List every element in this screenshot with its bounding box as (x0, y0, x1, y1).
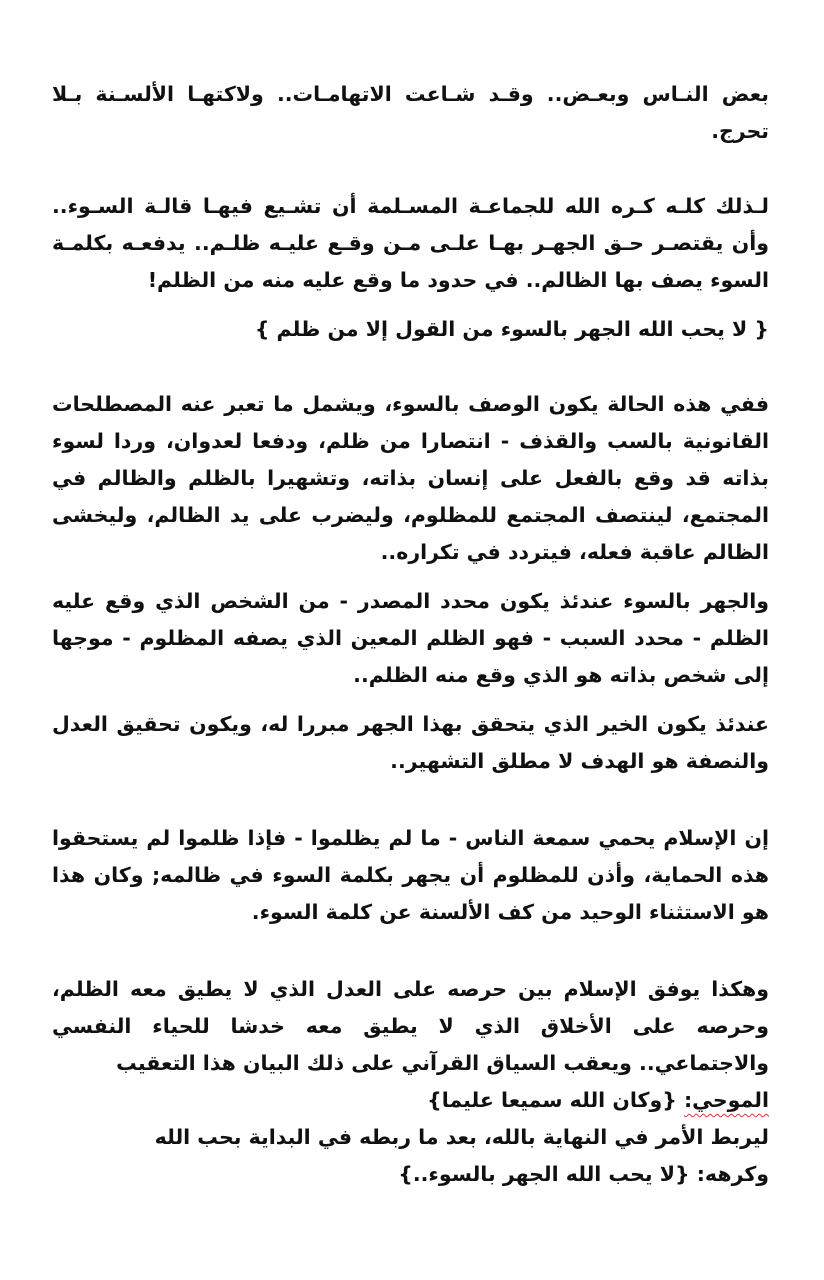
spellcheck-word: الموحي: (683, 1088, 769, 1112)
closing-block (52, 1082, 769, 1193)
closing-line-2: ليربط الأمر في النهاية بالله، بعد ما ربطه في البداية بحب الله (154, 1125, 769, 1149)
closing-line-3: وكرهه: {لا يحب الله الجهر بالسوء..} (398, 1162, 769, 1186)
paragraph-2: لـذلك كلـه كـره الله للجماعـة المسـلمة أن تشـيع فيهـا قالـة السـوء.. وأن يقتصـر حـق الجهـر بهـا علـى مـن وقـع عليـه ظلـم.. يدفعـه بكلمـة السوء يصف بها الظالم.. في حدود ما وقع عليه منه من الظلم! (52, 194, 769, 292)
paragraph-6: إن الإسلام يحمي سمعة الناس - ما لم يظلموا - فإذا ظلموا لم يستحقوا هذه الحماية، وأذن للمظلوم أن يجهر بكلمة السوء في ظالمه; وكان هذا هو الاستثناء الوحيد من كف الألسنة عن كلمة السوء. (52, 826, 769, 924)
paragraph-7: وهكذا يوفق الإسلام بين حرصه على العدل الذي لا يطيق معه الظلم، وحرصه على الأخلاق الذي لا يطيق معه خدشا للحياء النفسي والاجتماعي.. ويعقب السياق القرآني على ذلك البيان هذا التعقيب (52, 977, 769, 1075)
paragraph-3: ففي هذه الحالة يكون الوصف بالسوء، ويشمل ما تعبر عنه المصطلحات القانونية بالسب والقذف - انتصارا من ظلم، ودفعا لعدوان، وردا لسوء بذاته قد وقع بالفعل على إنسان بذاته، وتشهيرا بالظلم والظالم في المجتمع، لينتصف المجتمع للمظلوم، وليضرب على يد الظالم، وليخشى الظالم عاقبة فعله، فيتردد في تكراره.. (52, 392, 769, 564)
paragraph-1: بعض النـاس وبعـض.. وقـد شـاعت الاتهامـات.. ولاكتهـا الألسـنة بـلا تحرج. (52, 82, 769, 143)
verse-line: { لا يحب الله الجهر بالسوء من القول إلا من ظلم } (254, 317, 769, 341)
document-page (52, 76, 769, 1193)
closing-verse: {وكان الله سميعا عليما} (427, 1088, 677, 1112)
paragraph-5: عندئذ يكون الخير الذي يتحقق بهذا الجهر مبررا له، ويكون تحقيق العدل والنصفة هو الهدف لا مطلق التشهير.. (52, 712, 769, 773)
paragraph-4: والجهر بالسوء عندئذ يكون محدد المصدر - من الشخص الذي وقع عليه الظلم - محدد السبب - فهو الظلم المعين الذي يصفه المظلوم - موجها إلى شخص بذاته هو الذي وقع منه الظلم.. (52, 589, 769, 687)
closing-line-1 (52, 1082, 769, 1119)
